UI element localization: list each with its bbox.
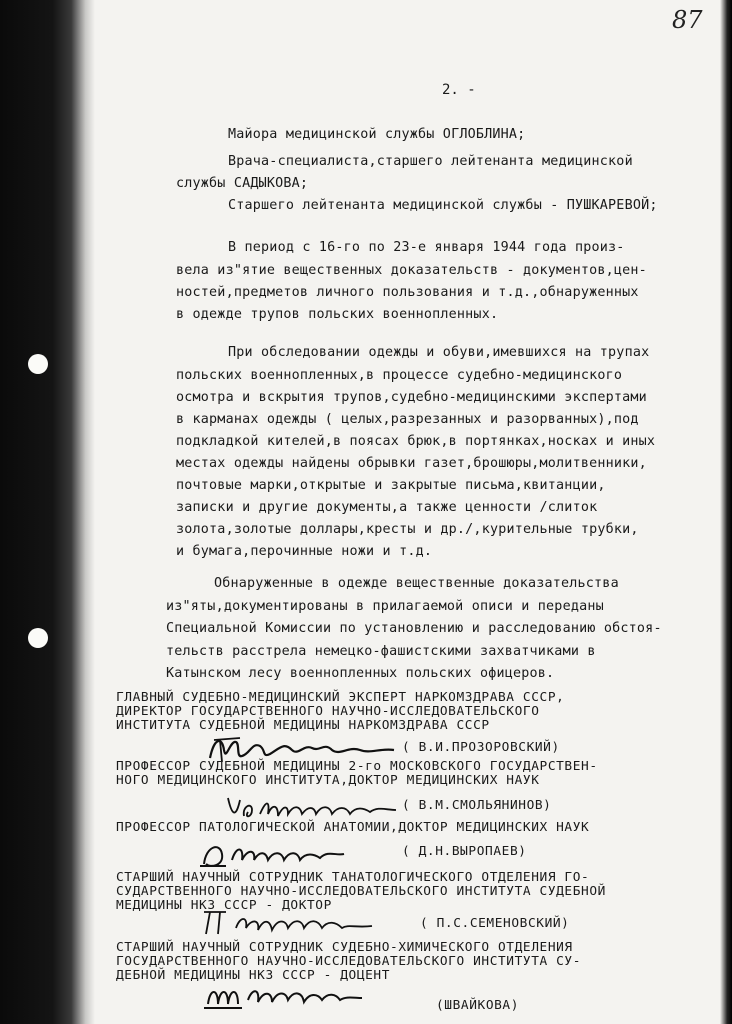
signatory-title-line: ИНСТИТУТА СУДЕБНОЙ МЕДИЦИНЫ НАРКОМЗДРАВА СССР [116,718,490,733]
body-line: местах одежды найдены обрывки газет,брошюры,молитвенники, [176,456,647,471]
body-line: в одежде трупов польских военнопленных. [176,307,499,322]
scan-binding-shadow [0,0,95,1024]
signatory-name: (ШВАЙКОВА) [436,998,520,1013]
punch-hole [28,354,48,374]
body-line: Старшего лейтенанта медицинской службы - ПУШКАРЕВОЙ; [228,198,658,213]
body-line: осмотра и вскрытия трупов,судебно-медицинскими экспертами [176,390,647,405]
body-line: Майора медицинской службы ОГЛОБЛИНА; [228,127,526,142]
signatory-title-line: НОГО МЕДИЦИНСКОГО ИНСТИТУТА,ДОКТОР МЕДИЦИНСКИХ НАУК [116,773,540,788]
signature-semenovsky [196,906,396,940]
body-line: В период с 16-го по 23-е января 1944 года произ- [228,240,625,255]
signature-shvaykova [200,978,370,1014]
body-line: тельств расстрела немецко-фашистскими захватчиками в [166,644,596,659]
signatory-name: ( В.И.ПРОЗОРОВСКИЙ) [402,740,560,755]
signatory-title-line: ДИРЕКТОР ГОСУДАРСТВЕННОГО НАУЧНО-ИССЛЕДОВАТЕЛЬСКОГО [116,704,540,719]
signatory-title-line: ДЕБНОЙ МЕДИЦИНЫ НКЗ СССР - ДОЦЕНТ [116,968,391,983]
signatory-title-line: СТАРШИЙ НАУЧНЫЙ СОТРУДНИК ТАНАТОЛОГИЧЕСКОГО ОТДЕЛЕНИЯ ГО- [116,870,590,885]
signatory-name: ( П.С.СЕМЕНОВСКИЙ) [420,916,570,931]
body-line: подкладкой кителей,в поясах брюк,в портянках,носках и иных [176,434,656,449]
archive-number: 87 [672,6,703,34]
page-number: 2. - [442,82,476,98]
body-line: службы САДЫКОВА; [176,176,309,191]
body-line: и бумага,перочинные ножи и т.д. [176,544,433,559]
signatory-title-line: СУДАРСТВЕННОГО НАУЧНО-ИССЛЕДОВАТЕЛЬСКОГО ИНСТИТУТА СУДЕБНОЙ [116,884,606,899]
body-line: в карманах одежды ( целых,разрезанных и разорванных),под [176,412,639,427]
signatory-title-line: ГЛАВНЫЙ СУДЕБНО-МЕДИЦИНСКИЙ ЭКСПЕРТ НАРКОМЗДРАВА СССР, [116,690,565,705]
signatory-title-line: СТАРШИЙ НАУЧНЫЙ СОТРУДНИК СУДЕБНО-ХИМИЧЕСКОГО ОТДЕЛЕНИЯ [116,940,573,955]
body-line: Врача-специалиста,старшего лейтенанта медицинской [228,154,633,169]
body-line: почтовые марки,открытые и закрытые письма,квитанции, [176,478,606,493]
signatory-title-line: МЕДИЦИНЫ НКЗ СССР - ДОКТОР [116,898,332,913]
body-line: Катынском лесу военнопленных польских офицеров. [166,666,555,681]
body-line: золота,золотые доллары,кресты и др./,курительные трубки, [176,522,639,537]
signatory-name: ( В.М.СМОЛЬЯНИНОВ) [402,798,552,813]
signatory-title-line: ПРОФЕССОР ПАТОЛОГИЧЕСКОЙ АНАТОМИИ,ДОКТОР МЕДИЦИНСКИХ НАУК [116,820,590,835]
signatory-title-line: ПРОФЕССОР СУДЕБНОЙ МЕДИЦИНЫ 2-го МОСКОВСКОГО ГОСУДАРСТВЕН- [116,759,598,774]
body-line: из"яты,документированы в прилагаемой описи и переданы [166,599,604,614]
body-line: вела из"ятие вещественных доказательств - документов,цен- [176,263,647,278]
punch-hole [28,628,48,648]
signatory-title-line: ГОСУДАРСТВЕННОГО НАУЧНО-ИССЛЕДОВАТЕЛЬСКОГО ИНСТИТУТА СУ- [116,954,582,969]
body-line: Специальной Комиссии по установлению и расследованию обстоя- [166,621,662,636]
signatory-name: ( Д.Н.ВЫРОПАЕВ) [402,844,527,859]
body-line: Обнаруженные в одежде вещественные доказательства [214,576,619,591]
body-line: При обследовании одежды и обуви,имевшихся на трупах [228,345,650,360]
signature-vyropaev [196,836,366,872]
scan-right-edge [720,0,732,1024]
body-line: польских военнопленных,в процессе судебно-медицинского [176,368,623,383]
body-line: ностей,предметов личного пользования и т.д.,обнаруженных [176,285,639,300]
body-line: записки и другие документы,а также ценности /слиток [176,500,598,515]
